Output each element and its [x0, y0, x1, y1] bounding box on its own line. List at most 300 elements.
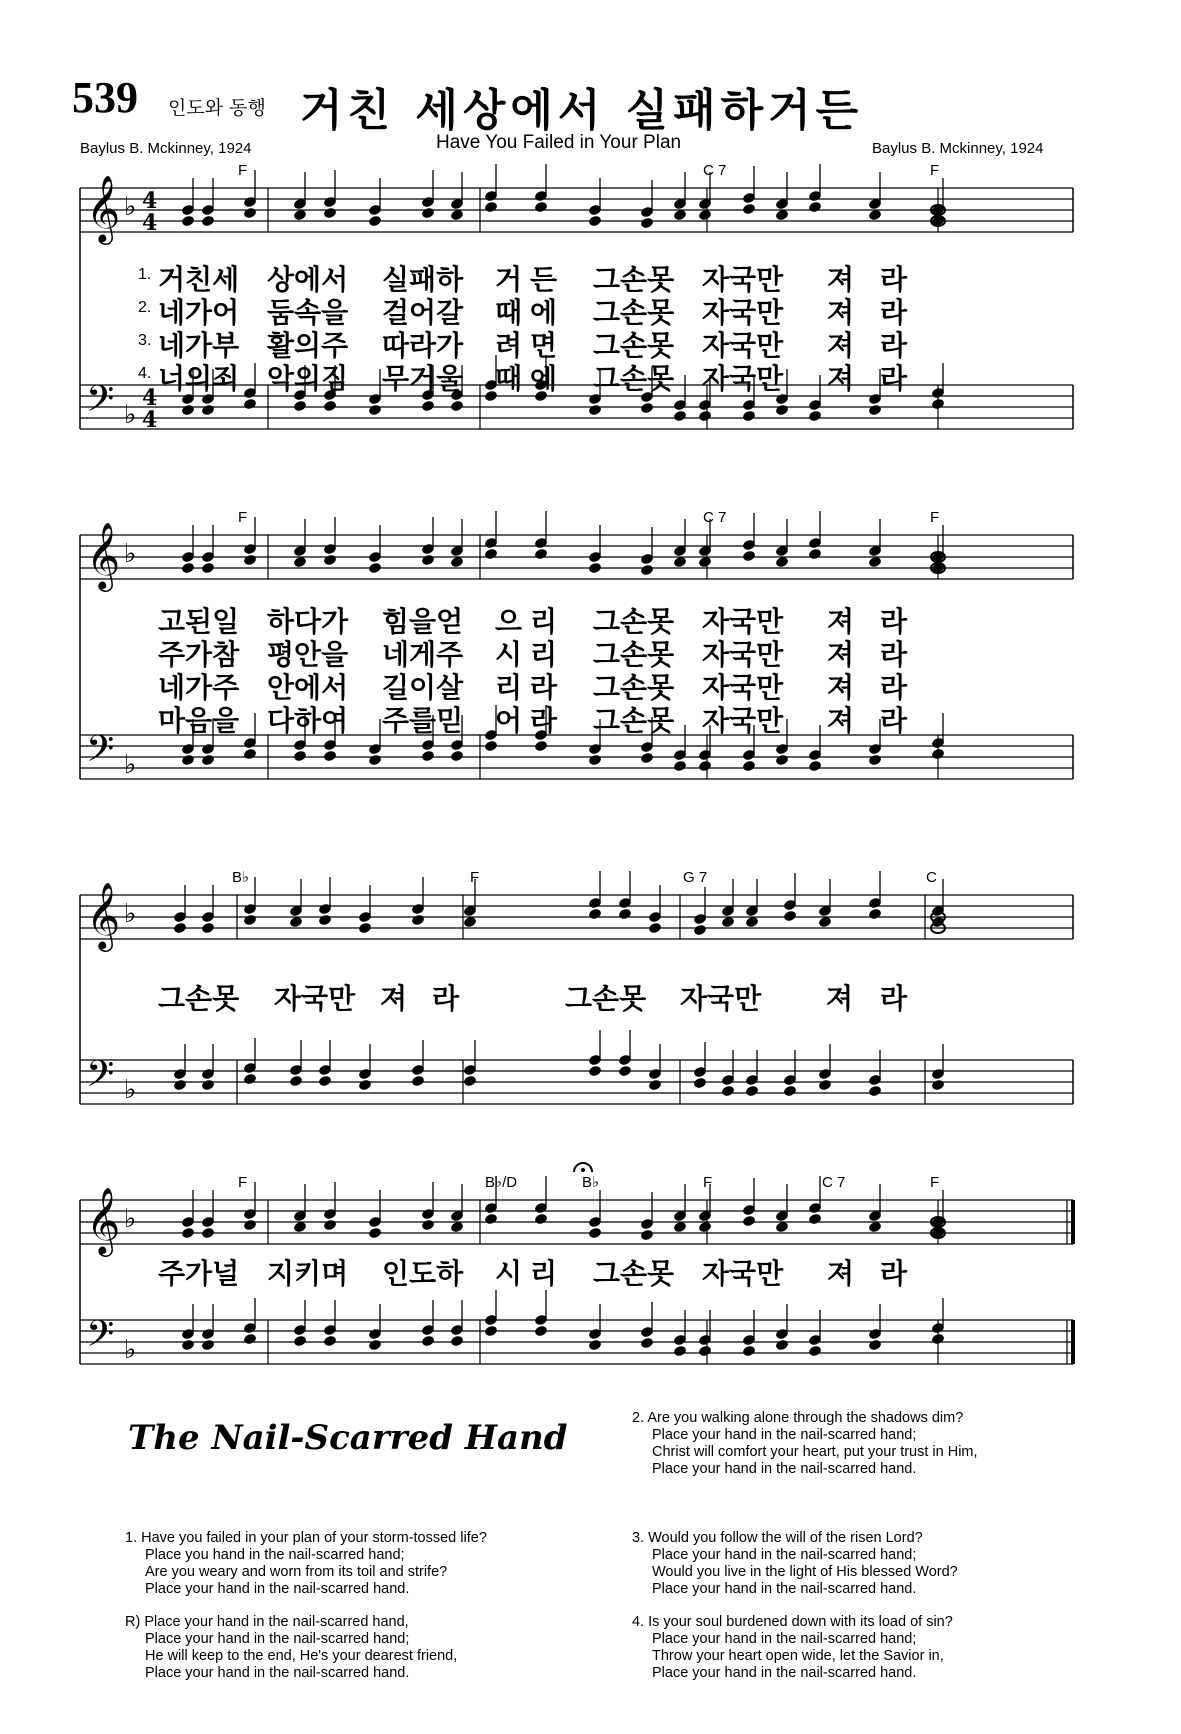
- note-head: [673, 410, 687, 423]
- lyric-syllable: 라: [880, 605, 908, 638]
- note-head: [931, 1333, 945, 1346]
- note-head: [534, 740, 548, 753]
- note-head: [588, 754, 602, 767]
- verse-line: R) Place your hand in the nail-scarred hand,: [125, 1614, 409, 1630]
- english-hymn-title: The Nail-Scarred Hand: [128, 1418, 568, 1458]
- note-head: [868, 209, 882, 222]
- note-head: [293, 209, 307, 222]
- treble-clef-icon: 𝄞: [86, 174, 121, 242]
- chord-symbol: F: [930, 162, 940, 179]
- lyric-syllable: 실패하: [382, 263, 464, 296]
- english-verse-4: [632, 1614, 953, 1682]
- lyric-syllable: 자국만: [702, 605, 784, 638]
- note-head: [318, 914, 332, 927]
- lyric-syllable: 져: [827, 296, 855, 329]
- hymn-category: 인도와 동행: [168, 97, 266, 119]
- note-head: [450, 1335, 464, 1348]
- note-head: [463, 916, 477, 929]
- flat-icon: ♭: [124, 539, 137, 569]
- note-head: [640, 402, 654, 415]
- note-head: [698, 556, 712, 569]
- note-head: [421, 1335, 435, 1348]
- verse-line: Christ will comfort your heart, put your trust in Him,: [652, 1444, 978, 1460]
- chord-symbol: B♭: [582, 1174, 600, 1191]
- note-head: [323, 400, 337, 413]
- chord-symbol: F: [238, 509, 248, 526]
- lyric-syllable: 네게주: [382, 638, 464, 671]
- lyric-syllable: 자국만: [702, 329, 784, 362]
- note-head: [808, 1345, 822, 1358]
- note-head: [618, 908, 632, 921]
- bass-clef-icon: 𝄢: [86, 378, 115, 429]
- note-head: [289, 916, 303, 929]
- note-head: [640, 564, 654, 577]
- lyric-syllable: 라: [432, 982, 460, 1015]
- bass-clef-icon: 𝄢: [86, 1313, 115, 1364]
- note-head: [421, 1219, 435, 1232]
- lyric-syllable: 무거울: [382, 362, 464, 395]
- note-head: [318, 1075, 332, 1088]
- note-head: [358, 922, 372, 935]
- note-head: [868, 1085, 882, 1098]
- note-head: [411, 1075, 425, 1088]
- note-head: [775, 556, 789, 569]
- lyric-syllable: 에: [530, 362, 558, 395]
- lyric-syllable: 라: [880, 704, 908, 737]
- note-head: [698, 760, 712, 773]
- note-head: [775, 1339, 789, 1352]
- note-head: [421, 554, 435, 567]
- lyric-syllable: 주를믿: [382, 704, 464, 737]
- lyric-syllable: 든: [530, 263, 558, 296]
- lyric-syllable: 거친세: [158, 263, 240, 296]
- lyric-syllable: 상에서: [267, 263, 349, 296]
- note-head: [368, 404, 382, 417]
- note-head: [698, 1221, 712, 1234]
- lyric-syllable: 때: [495, 362, 523, 395]
- note-head: [721, 1085, 735, 1098]
- lyric-syllable: 그손못: [593, 1257, 675, 1290]
- note-head: [775, 754, 789, 767]
- lyric-syllable: 때: [495, 296, 523, 329]
- lyric-syllable: 그손못: [158, 982, 240, 1015]
- lyric-syllable: 네가주: [158, 671, 240, 704]
- note-head: [293, 1335, 307, 1348]
- lyric-syllable: 마음을: [158, 704, 240, 737]
- note-head: [450, 1221, 464, 1234]
- lyric-syllable: 라: [880, 671, 908, 704]
- lyric-syllable: 자국만: [702, 263, 784, 296]
- chord-symbol: F: [470, 869, 480, 886]
- note-head: [201, 922, 215, 935]
- lyric-syllable: 걸어갈: [382, 296, 464, 329]
- note-head: [698, 410, 712, 423]
- lyric-syllable: 자국만: [702, 638, 784, 671]
- note-head: [323, 207, 337, 220]
- note-head: [243, 1073, 257, 1086]
- verse-number: 3.: [138, 332, 152, 349]
- note-head: [201, 1339, 215, 1352]
- note-head: [484, 548, 498, 561]
- note-head: [323, 1335, 337, 1348]
- chord-symbol: B♭: [232, 869, 250, 886]
- note-head: [693, 1077, 707, 1090]
- lyric-syllable: 라: [880, 982, 908, 1015]
- verse-line: Place your hand in the nail-scarred hand.: [145, 1665, 410, 1681]
- note-head: [742, 203, 756, 216]
- flat-icon: ♭: [124, 1075, 137, 1105]
- note-head: [293, 556, 307, 569]
- lyric-syllable: 그손못: [593, 638, 675, 671]
- verse-line: Place your hand in the nail-scarred hand;: [652, 1427, 917, 1443]
- note-head: [673, 1345, 687, 1358]
- lyric-syllable: 져: [826, 982, 854, 1015]
- note-head: [742, 410, 756, 423]
- lyric-syllable: 다하여: [267, 704, 349, 737]
- lyric-syllable: 져: [380, 982, 408, 1015]
- chord-symbol: F: [930, 1174, 940, 1191]
- lyric-syllable: 주가널: [158, 1257, 240, 1290]
- english-refrain: [125, 1614, 457, 1682]
- note-head: [181, 1227, 195, 1240]
- treble-clef-icon: 𝄞: [86, 881, 121, 949]
- lyric-syllable: 둠속을: [267, 296, 349, 329]
- note-head: [181, 1339, 195, 1352]
- note-head: [775, 209, 789, 222]
- flat-icon: ♭: [124, 899, 137, 929]
- note-head: [368, 754, 382, 767]
- note-head: [588, 1065, 602, 1078]
- english-verse-2: [632, 1410, 978, 1478]
- lyric-syllable: 자국만: [274, 982, 356, 1015]
- lyric-syllable: 네가부: [158, 329, 240, 362]
- verse-line: Place your hand in the nail-scarred hand;: [652, 1631, 917, 1647]
- note-head: [201, 754, 215, 767]
- chord-symbol: F: [238, 1174, 248, 1191]
- lyric-syllable: 자국만: [702, 362, 784, 395]
- note-head: [323, 750, 337, 763]
- note-head: [693, 924, 707, 937]
- note-head: [673, 760, 687, 773]
- note-head: [368, 562, 382, 575]
- note-head: [534, 548, 548, 561]
- flat-icon: ♭: [124, 400, 137, 430]
- note-head: [484, 201, 498, 214]
- flat-icon: ♭: [124, 1204, 137, 1234]
- lyric-syllable: 라: [530, 671, 558, 704]
- verse-number: 1.: [138, 266, 152, 283]
- note-head: [421, 207, 435, 220]
- note-head: [173, 1079, 187, 1092]
- note-head: [640, 217, 654, 230]
- lyric-syllable: 라: [880, 362, 908, 395]
- page-title: 거친 세상에서 실패하거든: [300, 85, 864, 136]
- verse-line: Would you live in the light of His blessed Word?: [652, 1564, 958, 1580]
- note-head: [534, 201, 548, 214]
- lyric-syllable: 려: [495, 329, 523, 362]
- note-head: [368, 215, 382, 228]
- chord-symbol: C 7: [703, 162, 727, 179]
- lyric-syllable: 면: [530, 329, 558, 362]
- lyric-syllable: 활의주: [267, 329, 349, 362]
- note-head: [931, 748, 945, 761]
- verse-line: 1. Have you failed in your plan of your storm-tossed life?: [125, 1530, 487, 1546]
- note-head: [201, 404, 215, 417]
- english-subtitle: Have You Failed in Your Plan: [436, 132, 682, 153]
- lyric-syllable: 져: [827, 638, 855, 671]
- lyric-syllable: 시: [495, 638, 523, 671]
- note-head: [484, 1325, 498, 1338]
- lyric-syllable: 주가참: [158, 638, 240, 671]
- lyric-syllable: 라: [880, 638, 908, 671]
- note-head: [181, 562, 195, 575]
- verse-line: Place your hand in the nail-scarred hand;: [652, 1547, 917, 1563]
- chord-symbol: F: [703, 1174, 713, 1191]
- verse-line: Place your hand in the nail-scarred hand.: [652, 1581, 917, 1597]
- lyric-syllable: 져: [827, 1257, 855, 1290]
- lyric-syllable: 져: [827, 362, 855, 395]
- note-head: [818, 916, 832, 929]
- hymn-number: 539: [72, 73, 138, 122]
- note-head: [368, 1227, 382, 1240]
- verse-line: He will keep to the end, He's your dearest friend,: [145, 1648, 458, 1664]
- verse-line: 4. Is your soul burdened down with its load of sin?: [632, 1614, 953, 1630]
- flat-icon: ♭: [124, 192, 137, 222]
- lyric-syllable: 그손못: [593, 704, 675, 737]
- lyric-syllable: 그손못: [593, 671, 675, 704]
- note-head: [808, 760, 822, 773]
- note-head: [293, 400, 307, 413]
- lyric-syllable: 라: [530, 704, 558, 737]
- note-head: [181, 754, 195, 767]
- lyric-syllable: 너의죄: [158, 362, 240, 395]
- lyric-syllable: 네가어: [158, 296, 240, 329]
- lyric-syllable: 에: [530, 296, 558, 329]
- verse-number: 4.: [138, 365, 152, 382]
- note-head: [243, 1333, 257, 1346]
- note-head: [868, 556, 882, 569]
- note-head: [640, 1229, 654, 1242]
- note-head: [588, 1339, 602, 1352]
- note-head: [673, 209, 687, 222]
- lyric-syllable: 자국만: [702, 296, 784, 329]
- lyric-syllable: 어: [495, 704, 523, 737]
- note-head: [775, 404, 789, 417]
- note-head: [588, 908, 602, 921]
- lyric-syllable: 져: [827, 605, 855, 638]
- lyric-syllable: 자국만: [702, 1257, 784, 1290]
- note-head: [742, 1215, 756, 1228]
- lyric-syllable: 져: [827, 329, 855, 362]
- note-head: [783, 910, 797, 923]
- lyric-syllable: 따라가: [382, 329, 464, 362]
- treble-clef-icon: 𝄞: [86, 521, 121, 589]
- note-head: [243, 1219, 257, 1232]
- lyric-syllable: 라: [880, 263, 908, 296]
- chord-symbol: G 7: [683, 869, 708, 886]
- lyric-syllable: 시: [495, 1257, 523, 1290]
- lyric-syllable: 리: [495, 671, 523, 704]
- english-verse-3: [632, 1530, 958, 1598]
- lyric-syllable: 고된일: [158, 605, 240, 638]
- note-head: [745, 1085, 759, 1098]
- note-head: [323, 1219, 337, 1232]
- chord-symbol: C 7: [822, 1174, 846, 1191]
- note-head: [673, 556, 687, 569]
- verse-line: Place your hand in the nail-scarred hand.: [145, 1581, 410, 1597]
- note-head: [463, 1075, 477, 1088]
- lyric-syllable: 그손못: [593, 329, 675, 362]
- lyric-syllable: 리: [530, 1257, 558, 1290]
- note-head: [698, 209, 712, 222]
- note-head: [673, 1221, 687, 1234]
- lyric-syllable: 거: [495, 263, 523, 296]
- english-verse-1: [125, 1530, 487, 1598]
- lyric-syllable: 그손못: [593, 362, 675, 395]
- lyric-syllable: 라: [880, 296, 908, 329]
- note-head: [783, 1085, 797, 1098]
- verse-line: Are you weary and worn from its toil and strife?: [145, 1564, 448, 1580]
- lyric-syllable: 져: [827, 671, 855, 704]
- lyric-syllable: 리: [530, 605, 558, 638]
- verse-line: Place your hand in the nail-scarred hand;: [145, 1631, 410, 1647]
- lyric-syllable: 라: [880, 1257, 908, 1290]
- verse-line: 2. Are you walking alone through the shadows dim?: [632, 1410, 964, 1426]
- lyric-syllable: 리: [530, 638, 558, 671]
- lyric-syllable: 자국만: [680, 982, 762, 1015]
- note-head: [640, 752, 654, 765]
- time-signature: 4: [142, 210, 158, 236]
- note-head: [698, 1345, 712, 1358]
- note-head: [648, 922, 662, 935]
- note-head: [323, 554, 337, 567]
- note-head: [201, 1079, 215, 1092]
- time-signature: 4: [142, 385, 158, 411]
- lyric-syllable: 라: [880, 329, 908, 362]
- note-head: [293, 1221, 307, 1234]
- note-head: [868, 908, 882, 921]
- time-signature: 4: [142, 188, 158, 214]
- note-head: [484, 1213, 498, 1226]
- lyric-syllable: 지키며: [267, 1257, 349, 1290]
- verse-line: Place your hand in the nail-scarred hand.: [652, 1461, 917, 1477]
- note-head: [243, 554, 257, 567]
- lyric-syllable: 져: [827, 704, 855, 737]
- note-head: [618, 1065, 632, 1078]
- note-head: [181, 404, 195, 417]
- treble-clef-icon: 𝄞: [86, 1186, 121, 1254]
- verse-number: 2.: [138, 299, 152, 316]
- note-head: [201, 215, 215, 228]
- lyric-syllable: 평안을: [267, 638, 349, 671]
- note-head: [289, 1075, 303, 1088]
- lyric-syllable: 하다가: [267, 605, 349, 638]
- chord-symbol: B♭/D: [485, 1174, 518, 1191]
- flat-icon: ♭: [124, 1335, 137, 1365]
- author-credit-right: Baylus B. Mckinney, 1924: [872, 140, 1044, 157]
- note-head: [588, 404, 602, 417]
- lyric-syllable: 그손못: [593, 605, 675, 638]
- lyric-syllable: 인도하: [382, 1257, 464, 1290]
- time-signature: 4: [142, 407, 158, 433]
- lyric-syllable: 그손못: [565, 982, 647, 1015]
- note-head: [742, 1345, 756, 1358]
- note-head: [808, 201, 822, 214]
- note-head: [648, 1079, 662, 1092]
- note-head: [201, 1227, 215, 1240]
- lyric-syllable: 힘을얻: [382, 605, 464, 638]
- note-head: [931, 1079, 945, 1092]
- note-head: [173, 922, 187, 935]
- bass-clef-icon: 𝄢: [86, 728, 115, 779]
- lyric-syllable: 안에서: [267, 671, 349, 704]
- note-head: [181, 215, 195, 228]
- chord-symbol: F: [238, 162, 248, 179]
- note-head: [243, 207, 257, 220]
- note-head: [588, 562, 602, 575]
- note-head: [421, 750, 435, 763]
- lyric-syllable: 으: [495, 605, 523, 638]
- note-head: [411, 914, 425, 927]
- note-head: [868, 1339, 882, 1352]
- fermata-dot: [581, 1168, 585, 1172]
- note-head: [931, 398, 945, 411]
- note-head: [358, 1079, 372, 1092]
- note-head: [808, 548, 822, 561]
- note-head: [421, 400, 435, 413]
- bass-clef-icon: 𝄢: [86, 1053, 115, 1104]
- note-head: [588, 215, 602, 228]
- note-head: [775, 1221, 789, 1234]
- lyric-syllable: 져: [827, 263, 855, 296]
- lyric-syllable: 악의짐: [267, 362, 349, 395]
- note-head: [588, 1227, 602, 1240]
- note-head: [450, 400, 464, 413]
- note-head: [243, 914, 257, 927]
- note-head: [868, 1221, 882, 1234]
- note-head: [534, 1213, 548, 1226]
- note-head: [808, 410, 822, 423]
- note-head: [293, 750, 307, 763]
- note-head: [450, 750, 464, 763]
- note-head: [368, 1339, 382, 1352]
- lyric-syllable: 그손못: [593, 263, 675, 296]
- note-head: [450, 556, 464, 569]
- note-head: [818, 1079, 832, 1092]
- chord-symbol: F: [930, 509, 940, 526]
- note-head: [243, 748, 257, 761]
- note-head: [450, 209, 464, 222]
- lyric-syllable: 길이살: [382, 671, 464, 704]
- verse-line: 3. Would you follow the will of the risen Lord?: [632, 1530, 923, 1546]
- note-head: [721, 916, 735, 929]
- note-head: [534, 1325, 548, 1338]
- note-head: [808, 1213, 822, 1226]
- verse-line: Place you hand in the nail-scarred hand;: [145, 1547, 405, 1563]
- chord-symbol: C 7: [703, 509, 727, 526]
- note-head: [484, 740, 498, 753]
- author-credit-left: Baylus B. Mckinney, 1924: [80, 140, 252, 157]
- verse-line: Throw your heart open wide, let the Savior in,: [652, 1648, 944, 1664]
- note-head: [243, 398, 257, 411]
- note-head: [868, 754, 882, 767]
- note-head: [868, 404, 882, 417]
- lyric-syllable: 그손못: [593, 296, 675, 329]
- lyric-syllable: 자국만: [702, 704, 784, 737]
- note-head: [745, 916, 759, 929]
- verse-line: Place your hand in the nail-scarred hand.: [652, 1665, 917, 1681]
- flat-icon: ♭: [124, 750, 137, 780]
